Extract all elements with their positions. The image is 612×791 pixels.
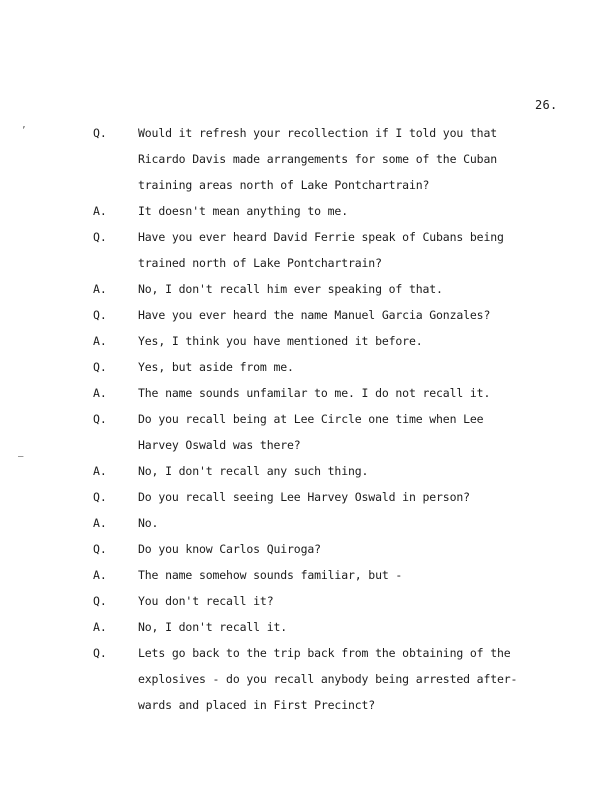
text-line: No, I don't recall any such thing. [138,464,369,478]
qa-text [138,380,588,406]
qa-entry [0,354,612,380]
question-label: Q. [93,126,107,140]
text-line: trained north of Lake Pontchartrain? [138,256,382,270]
qa-text [138,406,588,458]
qa-text [138,328,588,354]
answer-label: A. [93,204,107,218]
text-line: The name somehow sounds familiar, but - [138,568,403,582]
answer-label: A. [93,620,107,634]
answer-label: A. [93,568,107,582]
question-label: Q. [93,360,107,374]
qa-text [138,198,588,224]
qa-text [138,510,588,536]
qa-text [138,120,588,198]
answer-label: A. [93,386,107,400]
qa-text [138,302,588,328]
qa-list [0,120,612,718]
qa-entry [0,614,612,640]
qa-text [138,536,588,562]
qa-text [138,276,588,302]
question-label: Q. [93,308,107,322]
question-label: Q. [93,412,107,426]
page-number: 26. [535,98,558,112]
qa-entry [0,380,612,406]
text-line: Do you recall being at Lee Circle one time when Lee [138,412,484,426]
text-line: Would it refresh your recollection if I told you that [138,126,498,140]
text-line: Yes, but aside from me. [138,360,294,374]
qa-entry [0,198,612,224]
text-line: wards and placed in First Precinct? [138,698,376,712]
question-label: Q. [93,490,107,504]
answer-label: A. [93,464,107,478]
qa-text [138,562,588,588]
answer-label: A. [93,282,107,296]
margin-mark: ’ [21,126,27,136]
qa-entry [0,458,612,484]
qa-text [138,224,588,276]
text-line: No, I don't recall him ever speaking of that. [138,282,443,296]
text-line: The name sounds unfamilar to me. I do not recall it. [138,386,491,400]
text-line: Harvey Oswald was there? [138,438,301,452]
qa-text [138,640,588,718]
qa-text [138,458,588,484]
question-label: Q. [93,542,107,556]
qa-entry [0,484,612,510]
qa-text [138,588,588,614]
text-line: It doesn't mean anything to me. [138,204,348,218]
text-line: No. [138,516,159,530]
text-line: Lets go back to the trip back from the obtaining of the [138,646,511,660]
qa-text [138,484,588,510]
text-line: Have you ever heard the name Manuel Garcia Gonzales? [138,308,491,322]
text-line: No, I don't recall it. [138,620,288,634]
qa-text [138,354,588,380]
qa-text [138,614,588,640]
text-line: Have you ever heard David Ferrie speak of Cubans being [138,230,504,244]
text-line: training areas north of Lake Pontchartrain? [138,178,430,192]
qa-entry [0,640,612,718]
text-line: explosives - do you recall anybody being arrested after- [138,672,518,686]
text-line: Yes, I think you have mentioned it before. [138,334,423,348]
question-label: Q. [93,646,107,660]
qa-entry [0,536,612,562]
qa-entry [0,302,612,328]
answer-label: A. [93,516,107,530]
text-line: Ricardo Davis made arrangements for some of the Cuban [138,152,498,166]
qa-entry [0,276,612,302]
qa-entry [0,406,612,458]
qa-entry [0,328,612,354]
qa-entry [0,510,612,536]
text-line: You don't recall it? [138,594,274,608]
text-line: Do you recall seeing Lee Harvey Oswald in person? [138,490,470,504]
answer-label: A. [93,334,107,348]
margin-mark: — [18,452,24,462]
qa-entry [0,588,612,614]
text-line: Do you know Carlos Quiroga? [138,542,321,556]
qa-entry [0,120,612,198]
qa-entry [0,562,612,588]
question-label: Q. [93,230,107,244]
question-label: Q. [93,594,107,608]
qa-entry [0,224,612,276]
